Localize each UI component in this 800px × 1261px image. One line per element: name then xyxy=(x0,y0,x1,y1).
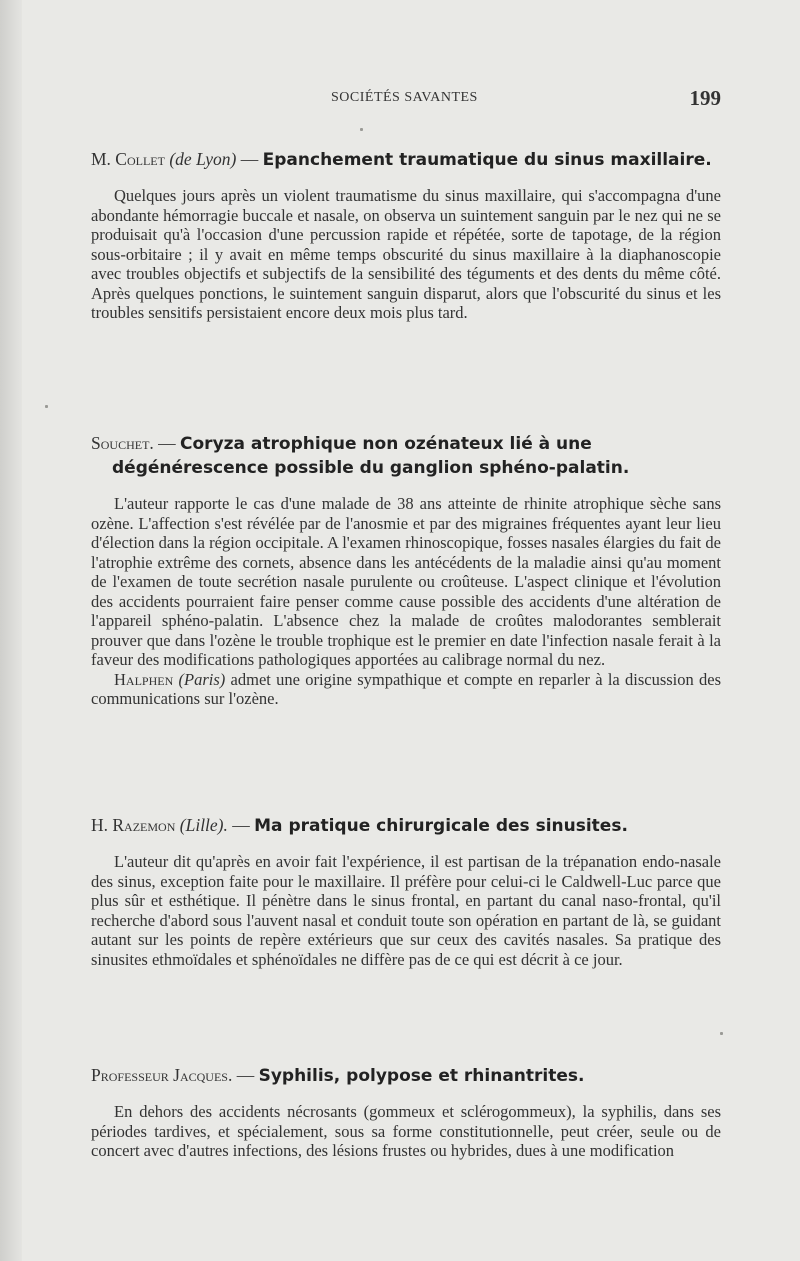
print-speck xyxy=(360,128,363,131)
heading-separator: — xyxy=(153,433,181,453)
article-collet xyxy=(91,148,721,323)
page-number: 199 xyxy=(689,86,721,110)
running-title: SOCIÉTÉS SAVANTES xyxy=(331,90,478,105)
article-city: (Lille). xyxy=(179,815,228,835)
reply-paragraph xyxy=(91,670,721,709)
article-paragraph: L'auteur rapporte le cas d'une malade de 38 ans atteinte de rhinite atrophique sèche sans ozène. L'affection s'est révélée par de l'anosmie et par des migraines fréquentes ayant leur lieu d'élection dans la région occipitale. A l'examen rhinoscopique, fosses nasales élargies du fait de l'atrophie extrême des cornets, absence dans les antécédents de la maladie ainsi qu'au moment de l'examen de toute secrétion nasale purulente ou croûteuse. L'aspect clinique et l'évolution des accidents pourraient faire penser comme cause possible des accidents d'une altération de l'appareil sphéno-palatin. L'absence chez la malade de croûtes malodorantes semblerait prouver que dans l'ozène le trouble trophique est le premier en date l'infection nasale ferait à la faveur des modifications pathologiques apportées au calibrage normal du nez. xyxy=(91,494,721,669)
article-souchet xyxy=(91,432,721,709)
article-heading xyxy=(91,148,721,172)
article-razemon xyxy=(91,814,721,969)
article-title: Coryza atrophique non ozénateux lié à une dégénérescence possible du ganglion sphéno-palatin. xyxy=(112,434,630,478)
article-paragraph: En dehors des accidents nécrosants (gommeux et sclérogommeux), la syphilis, dans ses périodes tardives, et spécialement, sous sa forme constitutionnelle, peut créer, seule ou de concert avec d'autres infections, des lésions frustes ou hybrides, dues à une modification xyxy=(91,1102,721,1160)
article-title: Ma pratique chirurgicale des sinusites. xyxy=(254,816,628,836)
heading-separator: — xyxy=(236,149,263,169)
heading-separator: — xyxy=(232,1065,259,1085)
article-paragraph: Quelques jours après un violent traumatisme du sinus maxillaire, qui s'accompagna d'une abondante hémorragie buccale et nasale, on observa un suintement sanguin par le nez qui ne se produisait qu'à l'occasion d'une percussion rapide et répétée, sorte de tapotage, de la région sous-orbitaire ; il y avait en même temps obscurité du sinus maxillaire à la diaphanoscopie avec troubles objectifs et subjectifs de la sensibilité des téguments et des dents du même côté. Après quelques ponctions, le suintement sanguin disparut, alors que l'obscurité du sinus et les troubles sensitifs persistaient encore deux mois plus tard. xyxy=(91,186,721,322)
heading-separator: — xyxy=(227,815,255,835)
reply-text: admet une origine sympathique et compte en reparler à la discussion des communications sur l'ozène. xyxy=(91,669,722,708)
article-jacques xyxy=(91,1064,721,1161)
article-title: Epanchement traumatique du sinus maxillaire. xyxy=(262,150,712,170)
print-speck xyxy=(45,405,48,408)
article-heading xyxy=(91,432,721,480)
article-city: (de Lyon) xyxy=(169,149,237,169)
reply-city: (Paris) xyxy=(178,669,226,689)
article-author: Souchet. xyxy=(91,433,154,453)
page-gutter-shadow xyxy=(0,0,22,1261)
article-author: H. Razemon xyxy=(91,815,176,835)
print-speck xyxy=(720,1032,723,1035)
reply-author: Halphen xyxy=(114,669,174,689)
article-author: M. Collet xyxy=(91,149,165,169)
article-author: Professeur Jacques. xyxy=(91,1065,233,1085)
running-head xyxy=(91,86,721,114)
article-paragraph: L'auteur dit qu'après en avoir fait l'expérience, il est partisan de la trépanation endo-nasale des sinus, exception faite pour le maxillaire. Il préfère pour celui-ci le Caldwell-Luc parce que plus sûr et esthétique. Il pénètre dans le sinus frontal, en partant du canal naso-frontal, qu'il recherche d'abord sous l'auvent nasal et conduit toute son opération en partant de là, se guidant autant sur les points de repère extérieurs que sur ceux des cavités nasales. Sa pratique des sinusites ethmoïdales et sphénoïdales ne diffère pas de ce qui est décrit à ce jour. xyxy=(91,852,721,969)
article-heading xyxy=(91,814,721,838)
article-heading xyxy=(91,1064,721,1088)
article-title: Syphilis, polypose et rhinantrites. xyxy=(258,1066,585,1086)
